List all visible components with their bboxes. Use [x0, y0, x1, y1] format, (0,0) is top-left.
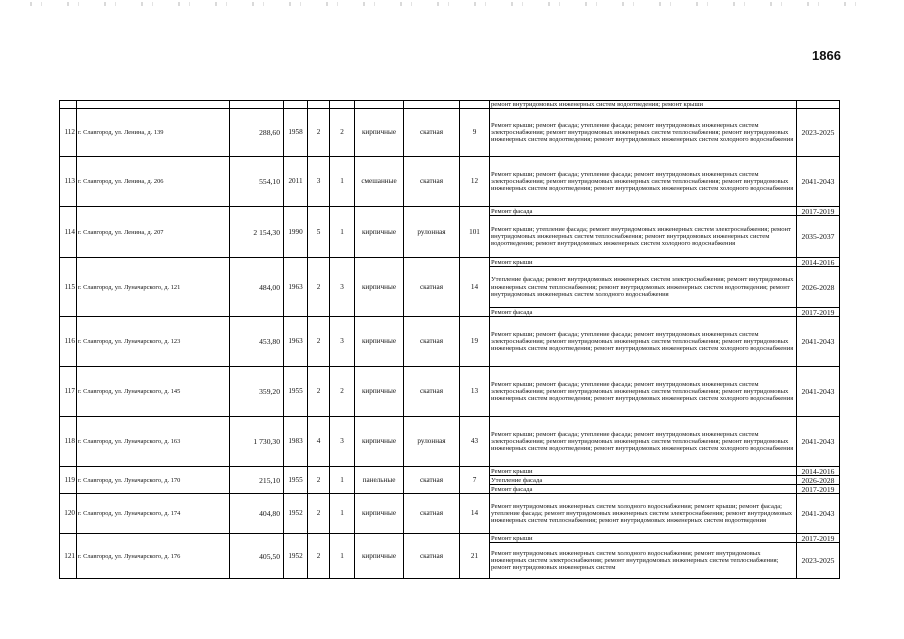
cell-walls: кирпичные [355, 207, 404, 258]
cell-work: Утепление фасада [490, 476, 797, 485]
cell-year: 1952 [284, 534, 308, 579]
table-row [60, 367, 840, 417]
cell-work: Ремонт крыши; утепление фасада; ремонт внутридомовых инженерных систем электроснабжения; ремонт внутридомовых инженерных систем теплоснабжения; ремонт внутридомовых инженерных систем водоотведения; ремонт внутридомовых инженерных систем холодного водоснабжения [490, 216, 797, 258]
cell-entrances: 1 [330, 467, 355, 494]
cell-residents: 9 [460, 109, 490, 157]
table-row [60, 317, 840, 367]
cell-work: Ремонт крыши; ремонт фасада; утепление фасада; ремонт внутридомовых инженерных систем электроснабжения; ремонт внутридомовых инженерных систем теплоснабжения; ремонт внутридомовых инженерных систем водоотведения; ремонт внутридомовых инженерных систем холодного водоснабжения [490, 109, 797, 157]
cell-number: 117 [60, 367, 77, 417]
cell-floors: 2 [308, 494, 330, 534]
cell-address: г. Славгород, ул. Луначарского, д. 121 [77, 258, 230, 317]
cell-walls: кирпичные [355, 417, 404, 467]
cell-residents: 13 [460, 367, 490, 417]
cell-walls: кирпичные [355, 317, 404, 367]
cell-year: 1952 [284, 494, 308, 534]
cell-empty [284, 101, 308, 109]
cell-residents: 21 [460, 534, 490, 579]
table-row [60, 534, 840, 543]
cell-area: 288,60 [230, 109, 284, 157]
cell-period [797, 101, 840, 109]
cell-area: 453,80 [230, 317, 284, 367]
cell-work: Ремонт фасада [490, 207, 797, 216]
cell-residents: 12 [460, 157, 490, 207]
cell-period: 2041-2043 [797, 317, 840, 367]
cell-area: 404,80 [230, 494, 284, 534]
cell-entrances: 3 [330, 258, 355, 317]
cell-entrances: 1 [330, 494, 355, 534]
cell-period: 2026-2028 [797, 267, 840, 308]
cell-address: г. Славгород, ул. Луначарского, д. 176 [77, 534, 230, 579]
cell-area: 405,50 [230, 534, 284, 579]
cell-roof: скатная [404, 367, 460, 417]
cell-floors: 3 [308, 157, 330, 207]
cell-address: г. Славгород, ул. Луначарского, д. 145 [77, 367, 230, 417]
scan-noise [30, 2, 870, 6]
cell-empty [404, 101, 460, 109]
cell-empty [330, 101, 355, 109]
cell-empty [308, 101, 330, 109]
cell-area: 359,20 [230, 367, 284, 417]
cell-floors: 2 [308, 367, 330, 417]
cell-work: ремонт внутридомовых инженерных систем водоотведения; ремонт крыши [490, 101, 797, 109]
cell-period: 2014-2016 [797, 467, 840, 476]
cell-roof: скатная [404, 534, 460, 579]
table-row [60, 157, 840, 207]
cell-address: г. Славгород, ул. Луначарского, д. 123 [77, 317, 230, 367]
cell-number: 112 [60, 109, 77, 157]
cell-work: Ремонт крыши; ремонт фасада; утепление фасада; ремонт внутридомовых инженерных систем электроснабжения; ремонт внутридомовых инженерных систем теплоснабжения; ремонт внутридомовых инженерных систем водоотведения; ремонт внутридомовых инженерных систем холодного водоснабжения [490, 157, 797, 207]
cell-walls: панельные [355, 467, 404, 494]
cell-walls: смешанные [355, 157, 404, 207]
cell-walls: кирпичные [355, 367, 404, 417]
cell-residents: 43 [460, 417, 490, 467]
cell-empty [355, 101, 404, 109]
cell-residents: 14 [460, 494, 490, 534]
cell-empty [60, 101, 77, 109]
cell-period: 2041-2043 [797, 417, 840, 467]
cell-residents: 7 [460, 467, 490, 494]
cell-number: 114 [60, 207, 77, 258]
table-row [60, 109, 840, 157]
cell-work: Ремонт крыши [490, 534, 797, 543]
cell-year: 1983 [284, 417, 308, 467]
cell-period: 2017-2019 [797, 308, 840, 317]
cell-year: 1963 [284, 317, 308, 367]
cell-period: 2026-2028 [797, 476, 840, 485]
cell-roof: скатная [404, 109, 460, 157]
cell-area: 484,00 [230, 258, 284, 317]
cell-floors: 5 [308, 207, 330, 258]
cell-period: 2023-2025 [797, 109, 840, 157]
cell-period: 2041-2043 [797, 494, 840, 534]
table-row [60, 467, 840, 476]
cell-number: 118 [60, 417, 77, 467]
cell-year: 1955 [284, 467, 308, 494]
cell-number: 113 [60, 157, 77, 207]
cell-walls: кирпичные [355, 494, 404, 534]
cell-work: Ремонт крыши [490, 258, 797, 267]
cell-address: г. Славгород, ул. Ленина, д. 139 [77, 109, 230, 157]
cell-roof: скатная [404, 494, 460, 534]
cell-address: г. Славгород, ул. Ленина, д. 207 [77, 207, 230, 258]
cell-roof: скатная [404, 317, 460, 367]
cell-floors: 2 [308, 109, 330, 157]
cell-number: 115 [60, 258, 77, 317]
cell-work: Ремонт крыши; ремонт фасада; утепление фасада; ремонт внутридомовых инженерных систем электроснабжения; ремонт внутридомовых инженерных систем теплоснабжения; ремонт внутридомовых инженерных систем водоотведения; ремонт внутридомовых инженерных систем холодного водоснабжения [490, 417, 797, 467]
cell-roof: скатная [404, 157, 460, 207]
cell-roof: скатная [404, 258, 460, 317]
cell-walls: кирпичные [355, 258, 404, 317]
cell-empty [77, 101, 230, 109]
cell-roof: рулонная [404, 417, 460, 467]
cell-roof: скатная [404, 467, 460, 494]
table-row [60, 417, 840, 467]
cell-period: 2041-2043 [797, 367, 840, 417]
cell-period: 2014-2016 [797, 258, 840, 267]
cell-empty [460, 101, 490, 109]
cell-empty [230, 101, 284, 109]
cell-residents: 101 [460, 207, 490, 258]
cell-number: 120 [60, 494, 77, 534]
cell-walls: кирпичные [355, 534, 404, 579]
table-row [60, 101, 840, 109]
cell-floors: 2 [308, 258, 330, 317]
cell-number: 121 [60, 534, 77, 579]
cell-work: Утепление фасада; ремонт внутридомовых инженерных систем электроснабжения; ремонт внутридомовых инженерных систем теплоснабжения; ремонт внутридомовых инженерных систем водоотведения; ремонт внутридомовых инженерных систем холодного водоснабжения [490, 267, 797, 308]
cell-work: Ремонт фасада [490, 485, 797, 494]
cell-address: г. Славгород, ул. Ленина, д. 206 [77, 157, 230, 207]
cell-work: Ремонт крыши; ремонт фасада; утепление фасада; ремонт внутридомовых инженерных систем электроснабжения; ремонт внутридомовых инженерных систем теплоснабжения; ремонт внутридомовых инженерных систем водоотведения; ремонт внутридомовых инженерных систем холодного водоснабжения [490, 317, 797, 367]
cell-entrances: 2 [330, 109, 355, 157]
cell-residents: 14 [460, 258, 490, 317]
cell-work: Ремонт внутридомовых инженерных систем холодного водоснабжения; ремонт крыши; ремонт фасада; утепление фасада; ремонт внутридомовых инженерных систем электроснабжения; ремонт внутридомовых инженерных систем теплоснабжения; ремонт внутридомовых инженерных систем водоотведения [490, 494, 797, 534]
cell-number: 119 [60, 467, 77, 494]
cell-area: 2 154,30 [230, 207, 284, 258]
cell-period: 2017-2019 [797, 207, 840, 216]
repair-schedule-table [59, 100, 840, 579]
cell-entrances: 3 [330, 417, 355, 467]
cell-area: 554,10 [230, 157, 284, 207]
cell-period: 2017-2019 [797, 485, 840, 494]
cell-floors: 2 [308, 317, 330, 367]
cell-entrances: 2 [330, 367, 355, 417]
cell-year: 2011 [284, 157, 308, 207]
cell-number: 116 [60, 317, 77, 367]
cell-work: Ремонт крыши [490, 467, 797, 476]
cell-address: г. Славгород, ул. Луначарского, д. 163 [77, 417, 230, 467]
table-row [60, 258, 840, 267]
cell-area: 1 730,30 [230, 417, 284, 467]
table-row [60, 207, 840, 216]
cell-address: г. Славгород, ул. Луначарского, д. 170 [77, 467, 230, 494]
cell-roof: рулонная [404, 207, 460, 258]
cell-entrances: 1 [330, 157, 355, 207]
cell-period: 2017-2019 [797, 534, 840, 543]
cell-period: 2041-2043 [797, 157, 840, 207]
cell-entrances: 1 [330, 534, 355, 579]
cell-entrances: 1 [330, 207, 355, 258]
cell-work: Ремонт фасада [490, 308, 797, 317]
cell-year: 1990 [284, 207, 308, 258]
cell-floors: 2 [308, 534, 330, 579]
cell-period: 2035-2037 [797, 216, 840, 258]
cell-walls: кирпичные [355, 109, 404, 157]
cell-floors: 2 [308, 467, 330, 494]
cell-period: 2023-2025 [797, 543, 840, 579]
cell-entrances: 3 [330, 317, 355, 367]
cell-year: 1955 [284, 367, 308, 417]
cell-address: г. Славгород, ул. Луначарского, д. 174 [77, 494, 230, 534]
cell-year: 1963 [284, 258, 308, 317]
cell-floors: 4 [308, 417, 330, 467]
page-number: 1866 [812, 48, 841, 63]
cell-work: Ремонт крыши; ремонт фасада; утепление фасада; ремонт внутридомовых инженерных систем электроснабжения; ремонт внутридомовых инженерных систем теплоснабжения; ремонт внутридомовых инженерных систем водоотведения; ремонт внутридомовых инженерных систем холодного водоснабжения [490, 367, 797, 417]
cell-year: 1958 [284, 109, 308, 157]
table-body [60, 101, 840, 579]
cell-work: Ремонт внутридомовых инженерных систем холодного водоснабжения; ремонт внутридомовых инженерных систем электроснабжения; ремонт внутридомовых инженерных систем теплоснабжения; ремонт внутридомовых инженерных систем [490, 543, 797, 579]
table-row [60, 494, 840, 534]
cell-area: 215,10 [230, 467, 284, 494]
cell-residents: 19 [460, 317, 490, 367]
